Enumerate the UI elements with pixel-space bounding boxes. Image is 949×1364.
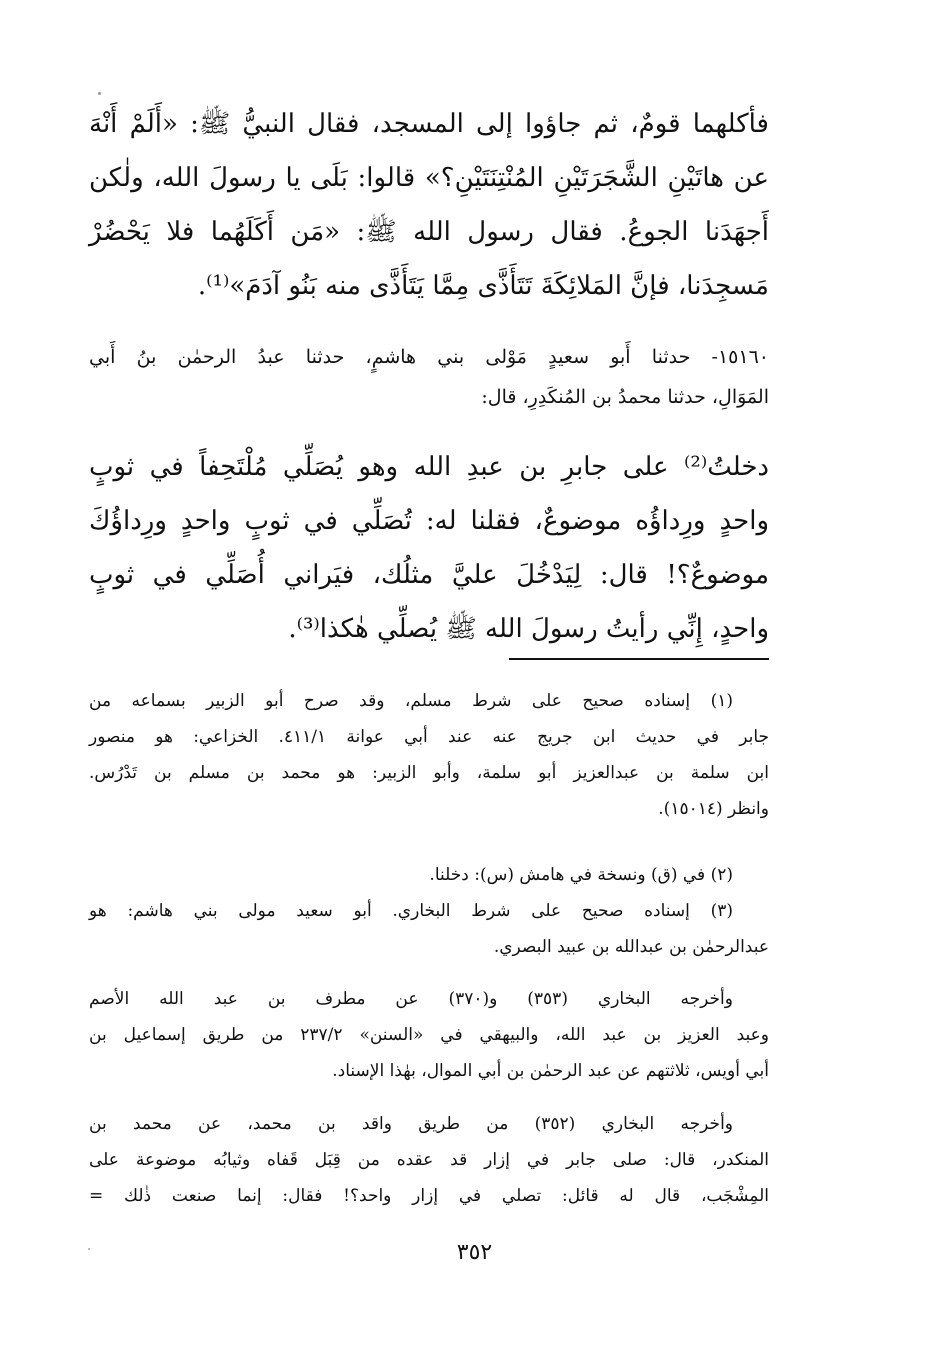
footnote-3 bbox=[89, 893, 769, 965]
footnote-line: وأخرجه البخاري (٣٥٣) و(٣٧٠) عن مطرف بن عبد الله الأصم bbox=[89, 989, 733, 1009]
footnote-line: جابر في حديث ابن جريج عنه عند أبي عوانة ٤١١/١. الخزاعي: هو منصور bbox=[89, 727, 770, 747]
isnad-line: ١٥١٦٠- حدثنا أَبو سعيدٍ مَوْلى بني هاشمٍ، حدثنا عبدُ الرحمٰن بنُ أَبي bbox=[89, 346, 769, 368]
footnote-3-paragraph bbox=[89, 1106, 769, 1214]
text-line: فأكلهما قومٌ، ثم جاؤوا إلى المسجد، فقال النبيُّ ﷺ: «أَلَمْ أَنْهَ bbox=[89, 109, 769, 139]
footnote-line: المنكدر، قال: صلى جابر في إزار قد عقده من قِبَل قَفاه وثيابُه موضوعة على bbox=[89, 1150, 769, 1170]
text-line: عن هاتَيْنِ الشَّجَرَتَيْنِ المُنْتِنَتَيْنِ؟» قالوا: بَلَى يا رسولَ الله، ولٰكن bbox=[89, 163, 769, 193]
text-line: واحدٍ، إِنِّي رأيتُ رسولَ الله ﷺ يُصلِّي هٰكذا⁽³⁾. bbox=[288, 614, 769, 644]
page-number: ٣٥٢ bbox=[456, 1240, 493, 1265]
hadith-text bbox=[89, 440, 769, 656]
scan-speck bbox=[98, 92, 101, 95]
text-line: دخلتُ⁽²⁾ على جابرِ بن عبدِ الله وهو يُصَلِّي مُلْتَحِفاً في ثوبٍ bbox=[89, 452, 769, 482]
footnote-line: أبي أويس، ثلاثتهم عن عبد الرحمٰن بن أبي الموال، بهٰذا الإسناد. bbox=[332, 1061, 769, 1081]
main-text-continuation bbox=[89, 97, 769, 313]
footnote-line: المِشْجَب، قال له قائل: تصلي في إزار واحد؟! فقال: إنما صنعت ذٰلك = bbox=[89, 1186, 769, 1206]
isnad-line: المَوَالِ، حدثنا محمدُ بن المُنكَدِرِ، قال: bbox=[481, 386, 769, 408]
footnote-separator bbox=[509, 658, 769, 660]
text-line: واحدٍ ورِداؤُه موضوعٌ، فقلنا له: تُصَلِّي في ثوبٍ واحدٍ ورِداؤُكَ bbox=[89, 506, 769, 536]
text-line: موضوعٌ؟! قال: لِيَدْخُلَ عليَّ مثلُك، فيَراني أُصَلِّي في ثوبٍ bbox=[89, 560, 769, 590]
text-line: مَسجِدَنا، فإنَّ المَلائِكَةَ تَتَأَذَّى مِمَّا يَتَأَذَّى منه بَنُو آدَمَ»⁽¹⁾. bbox=[197, 271, 769, 301]
footnote-1 bbox=[89, 683, 769, 827]
footnote-3-paragraph bbox=[89, 981, 769, 1089]
footnote-line: وأخرجه البخاري (٣٥٢) من طريق واقد بن محمد، عن محمد بن bbox=[89, 1114, 733, 1134]
footnote-line: وانظر (١٥٠١٤). bbox=[658, 799, 769, 819]
hadith-isnad bbox=[89, 337, 769, 417]
footnote-line: (٢) في (ق) ونسخة في هامش (س): دخلنا. bbox=[429, 865, 733, 885]
footnote-line: وعبد العزيز بن عبد الله، والبيهقي في «السنن» ٢٣٧/٢ من طريق إسماعيل بن bbox=[89, 1025, 769, 1045]
footnote-line: ابن سلمة بن عبدالعزيز أبو سلمة، وأبو الزبير: هو محمد بن مسلم بن تَدْرُس. bbox=[89, 763, 769, 783]
footnote-line: (١) إسناده صحيح على شرط مسلم، وقد صرح أبو الزبير بسماعه من bbox=[89, 691, 733, 711]
footnote-line: (٣) إسناده صحيح على شرط البخاري. أبو سعيد مولى بني هاشم: هو bbox=[89, 901, 733, 921]
text-line: أَجهَدَنا الجوعُ. فقال رسول الله ﷺ: «مَن أَكَلَهُما فلا يَحْضُرْ bbox=[89, 217, 769, 247]
footnote-2 bbox=[89, 857, 769, 893]
footnote-line: عبدالرحمٰن بن عبدالله بن عبيد البصري. bbox=[493, 937, 769, 957]
scan-speck bbox=[88, 1248, 90, 1250]
